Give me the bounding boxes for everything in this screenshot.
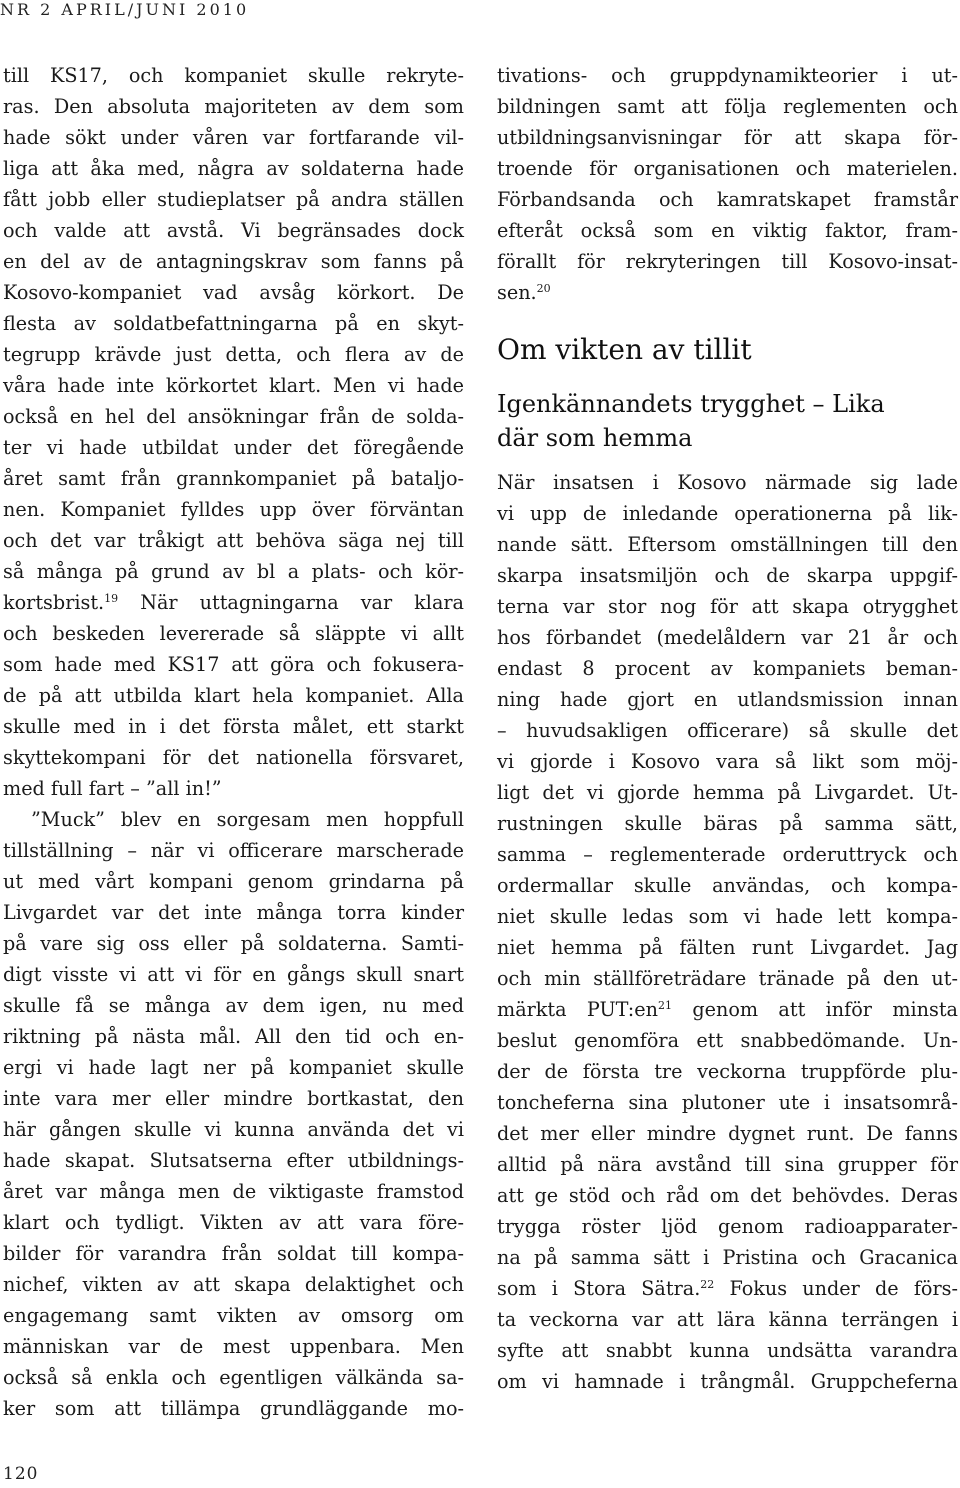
- text-line: endast 8 procent av kompaniets beman-: [497, 657, 958, 680]
- text-line: ta veckorna var att lära känna terrängen i: [497, 1308, 958, 1331]
- text-fragment: sen.: [497, 281, 537, 304]
- text-line: på vare sig oss eller på soldaterna. Samti-: [3, 932, 464, 955]
- text-line: och det var tråkigt att behöva säga nej till: [3, 529, 464, 552]
- text-line: syfte att snabbt kunna undsätta varandra: [497, 1339, 958, 1362]
- text-fragment: genom att inför minsta: [671, 998, 959, 1021]
- text-line: en del av de antagningskrav som fanns på: [3, 250, 464, 273]
- text-line: så många på grund av bl a plats- och kör-: [3, 560, 464, 583]
- text-line: trygga röster ljöd genom radioapparater-: [497, 1215, 958, 1238]
- subsection-heading-line: där som hemma: [497, 424, 693, 452]
- text-line: När insatsen i Kosovo närmade sig lade: [497, 471, 958, 494]
- text-line: [497, 994, 958, 1025]
- text-line: året samt från grannkompaniet på bataljo-: [3, 467, 464, 490]
- footnote-ref-21: 21: [657, 999, 672, 1012]
- text-line: skyttekompani för det nationella försvaret,: [3, 746, 464, 769]
- text-line: de på att utbilda klart hela kompaniet. Alla: [3, 684, 464, 707]
- text-line: om vi hamnade i trångmål. Gruppcheferna: [497, 1370, 958, 1393]
- text-line: skulle få se många av dem igen, nu med: [3, 994, 464, 1017]
- text-line: Livgardet var det inte många torra kinder: [3, 901, 464, 924]
- text-line: ligt det vi gjorde hemma på Livgardet. Ut-: [497, 781, 958, 804]
- text-line: hos förbandet (medelåldern var 21 år och: [497, 626, 958, 649]
- text-line: Kosovo-kompaniet vad avsåg körkort. De: [3, 281, 464, 304]
- text-line: ordermallar skulle användas, och kompa-: [497, 874, 958, 897]
- text-line: klart och tydligt. Vikten av att vara före-: [3, 1211, 464, 1234]
- text-line: niet skulle ledas som vi hade lett kompa-: [497, 905, 958, 928]
- text-line: med full fart – ”all in!”: [3, 777, 222, 800]
- text-line: ker som att tillämpa grundläggande mo-: [3, 1397, 464, 1420]
- text-line: riktning på nästa mål. All den tid och en-: [3, 1025, 464, 1048]
- text-line: ergi vi hade lagt ner på kompaniet skulle: [3, 1056, 464, 1079]
- text-line: och min ställföreträdare tränade på den ut-: [497, 967, 958, 990]
- text-line: niet hemma på fälten runt Livgardet. Jag: [497, 936, 958, 959]
- footnote-ref-19: 19: [104, 592, 119, 605]
- text-line: der de första tre veckorna truppförde plu-: [497, 1060, 958, 1083]
- text-line: skarpa insatsmiljön och de skarpa uppgif-: [497, 564, 958, 587]
- text-line: digt visste vi att vi för en gångs skull snart: [3, 963, 464, 986]
- text-line: efteråt också som en viktig faktor, fram-: [497, 219, 958, 242]
- text-line: och valde att avstå. Vi begränsades dock: [3, 219, 464, 242]
- text-line: till KS17, och kompaniet skulle rekryte-: [3, 64, 464, 87]
- text-line: engagemang samt vikten av omsorg om: [3, 1304, 464, 1327]
- text-line: nen. Kompaniet fylldes upp över förväntan: [3, 498, 464, 521]
- text-line: ter vi hade utbildat under det föregående: [3, 436, 464, 459]
- text-line: – huvudsakligen officerare) så skulle det: [497, 719, 958, 742]
- text-line: ”Muck” blev en sorgesam men hoppfull: [31, 808, 464, 831]
- footnote-ref-22: 22: [700, 1278, 715, 1291]
- text-line: vi gjorde i Kosovo vara så likt som möj-: [497, 750, 958, 773]
- text-line: ut med vårt kompani genom grindarna på: [3, 870, 464, 893]
- text-fragment: kortsbrist.: [3, 591, 105, 614]
- text-fragment: som i Stora Sätra.: [497, 1277, 701, 1300]
- text-line: [3, 587, 464, 618]
- text-line: ras. Den absoluta majoriteten av dem som: [3, 95, 464, 118]
- running-header: NR 2 APRIL/JUNI 2010: [0, 0, 250, 19]
- left-column: [3, 60, 464, 1424]
- text-line: vi upp de inledande operationerna på lik-: [497, 502, 958, 525]
- text-line: bildningen samt att följa reglementen och: [497, 95, 958, 118]
- text-line: [497, 1273, 958, 1304]
- text-line: tivations- och gruppdynamikteorier i ut-: [497, 64, 958, 87]
- section-heading: Om vikten av tillit: [497, 333, 752, 366]
- subsection-heading: [497, 387, 958, 455]
- text-line: året var många men de viktigaste framstod: [3, 1180, 464, 1203]
- text-fragment: Fokus under de förs-: [714, 1277, 958, 1300]
- text-line: tillställning – när vi officerare marscherade: [3, 839, 464, 862]
- right-column: [497, 60, 958, 1397]
- text-line: hade sökt under våren var fortfarande vil-: [3, 126, 464, 149]
- text-line: tegrupp krävde just detta, och flera av de: [3, 343, 464, 366]
- text-line: människan var de mest uppenbara. Men: [3, 1335, 464, 1358]
- page-number: 120: [3, 1464, 39, 1484]
- text-line: det mer eller mindre dygnet runt. De fanns: [497, 1122, 958, 1145]
- text-line: som hade med KS17 att göra och fokusera-: [3, 653, 464, 676]
- text-line: ning hade gjort en utlandsmission innan: [497, 688, 958, 711]
- text-line: [497, 277, 958, 308]
- text-line: troende för organisationen och materielen.: [497, 157, 958, 180]
- text-line: terna var stor nog för att skapa otrygghet: [497, 595, 958, 618]
- text-line: fått jobb eller studieplatser på andra ställen: [3, 188, 464, 211]
- text-line: liga att åka med, några av soldaterna hade: [3, 157, 464, 180]
- footnote-ref-20: 20: [536, 282, 551, 295]
- text-line: här gången skulle vi kunna använda det vi: [3, 1118, 464, 1141]
- text-line: samma – reglementerade orderuttryck och: [497, 843, 958, 866]
- text-line: inte vara mer eller mindre bortkastat, den: [3, 1087, 464, 1110]
- text-line: och beskeden levererade så släppte vi allt: [3, 622, 464, 645]
- text-line: nande sätt. Eftersom omställningen till den: [497, 533, 958, 556]
- text-line: flesta av soldatbefattningarna på en skyt-: [3, 312, 464, 335]
- text-line: nichef, vikten av att skapa delaktighet och: [3, 1273, 464, 1296]
- text-line: rustningen skulle bäras på samma sätt,: [497, 812, 958, 835]
- text-line: våra hade inte körkortet klart. Men vi hade: [3, 374, 464, 397]
- text-line: skulle med in i det första målet, ett starkt: [3, 715, 464, 738]
- text-line: alltid på nära avstånd till sina grupper för: [497, 1153, 958, 1176]
- text-line: bilder för varandra från soldat till kompa-: [3, 1242, 464, 1265]
- text-line: också så enkla och egentligen välkända sa-: [3, 1366, 464, 1389]
- text-line: na på samma sätt i Pristina och Gracanica: [497, 1246, 958, 1269]
- text-line: att ge stöd och råd om det behövdes. Deras: [497, 1184, 958, 1207]
- text-line: beslut genomföra ett snabbedömande. Un-: [497, 1029, 958, 1052]
- subsection-heading-line: Igenkännandets trygghet – Lika: [497, 390, 885, 418]
- text-line: också en hel del ansökningar från de solda-: [3, 405, 464, 428]
- text-line: förallt för rekryteringen till Kosovo-insat-: [497, 250, 958, 273]
- text-line: toncheferna sina plutoner ute i insatsområ-: [497, 1091, 958, 1114]
- text-fragment: märkta PUT:en: [497, 998, 658, 1021]
- text-line: utbildningsanvisningar för att skapa för-: [497, 126, 958, 149]
- text-line: hade skapat. Slutsatserna efter utbildnings-: [3, 1149, 464, 1172]
- text-line: Förbandsanda och kamratskapet framstår: [497, 188, 958, 211]
- text-fragment: När uttagningarna var klara: [118, 591, 464, 614]
